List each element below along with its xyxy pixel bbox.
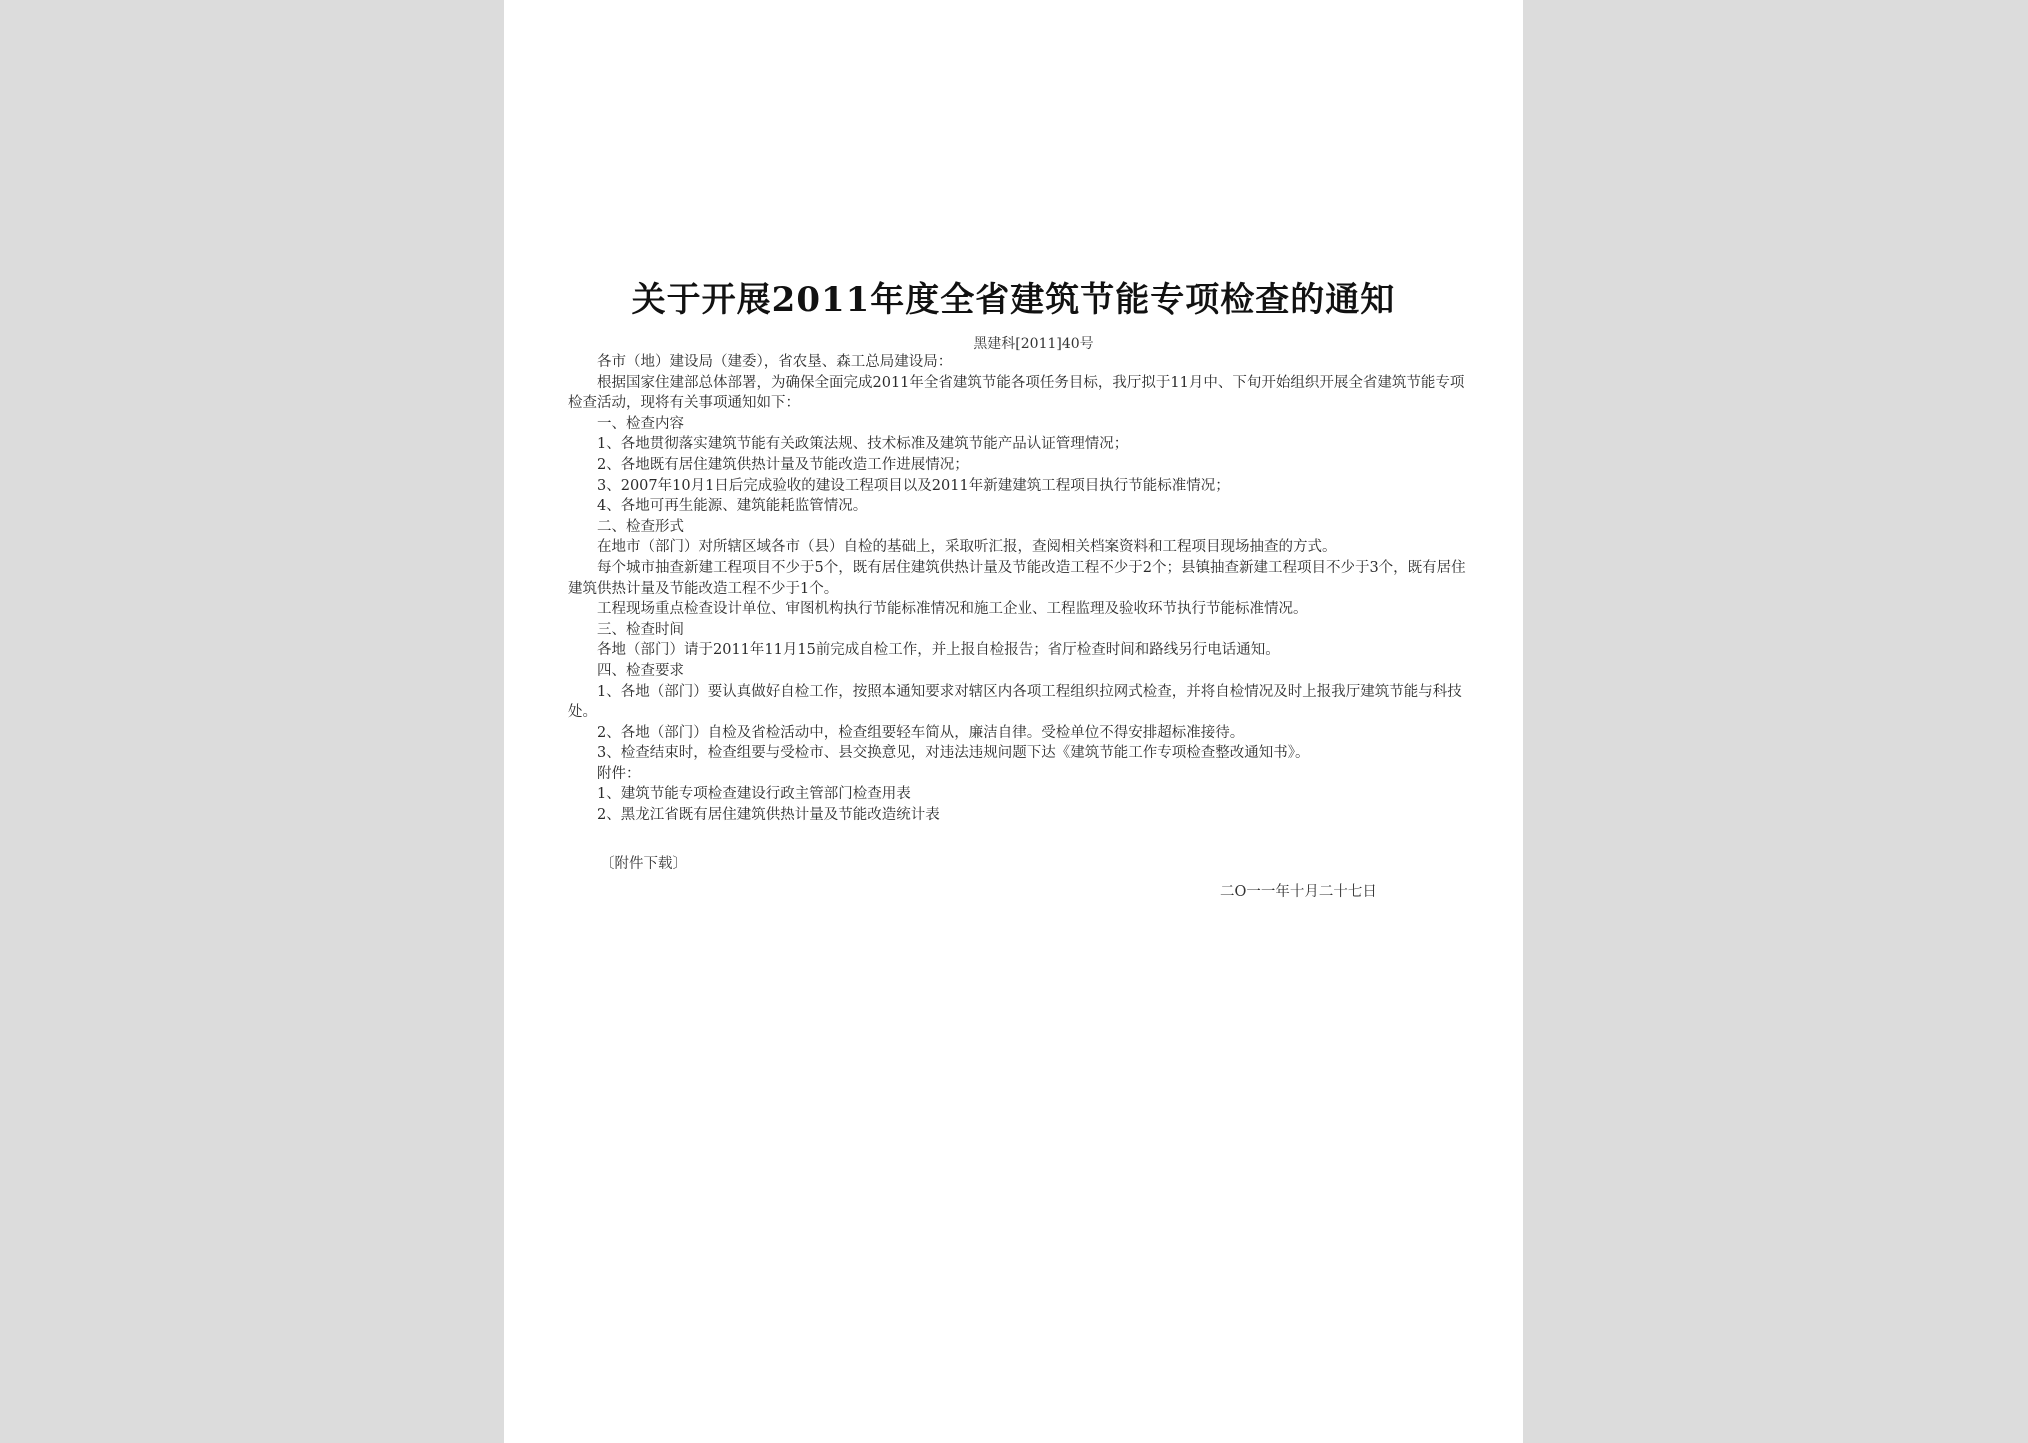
paragraph: 2、各地既有居住建筑供热计量及节能改造工作进展情况； [597,456,969,473]
paragraph: 2、各地（部门）自检及省检活动中，检查组要轻车简从，廉洁自律。受检单位不得安排超标准接待。 [597,724,1245,741]
paragraph-addressee: 各市（地）建设局（建委），省农垦、森工总局建设局： [597,354,953,370]
paragraph: 1、各地贯彻落实建筑节能有关政策法规、技术标准及建筑节能产品认证管理情况； [597,436,1129,453]
paragraph: 每个城市抽查新建工程项目不少于5个，既有居住建筑供热计量及节能改造工程不少于2个；县镇抽查新建工程项目不少于3个，既有居住建筑供热计量及节能改造工程不少于1个。 [568,559,1466,597]
document-page [504,0,1523,1443]
section-heading: 四、检查要求 [597,662,684,679]
section-heading: 二、检查形式 [597,518,684,535]
attachment-download-link[interactable]: 〔附件下载〕 [600,856,687,872]
section-heading: 一、检查内容 [597,415,684,432]
paragraph: 3、2007年10月1日后完成验收的建设工程项目以及2011年新建建筑工程项目执行节能标准情况； [597,477,1230,494]
document-date: 二O一一年十月二十七日 [1220,884,1377,900]
paragraph: 在地市（部门）对所辖区域各市（县）自检的基础上，采取听汇报，查阅相关档案资料和工程项目现场抽查的方式。 [597,539,1337,556]
document-body [568,352,1468,826]
attachments-heading: 附件： [597,765,641,782]
section-heading: 三、检查时间 [597,621,684,638]
document-number: 黑建科[2011]40号 [973,336,1094,352]
paragraph: 4、各地可再生能源、建筑能耗监管情况。 [597,498,868,515]
paragraph: 3、检查结束时，检查组要与受检市、县交换意见，对违法违规问题下达《建筑节能工作专项检查整改通知书》。 [597,745,1310,762]
attachment-item: 1、建筑节能专项检查建设行政主管部门检查用表 [597,786,911,803]
paragraph: 根据国家住建部总体部署，为确保全面完成2011年全省建筑节能各项任务目标，我厅拟于11月中、下旬开始组织开展全省建筑节能专项检查活动，现将有关事项通知如下： [568,374,1465,412]
document-title: 关于开展2011年度全省建筑节能专项检查的通知 [631,280,1396,320]
paragraph: 1、各地（部门）要认真做好自检工作，按照本通知要求对辖区内各项工程组织拉网式检查，并将自检情况及时上报我厅建筑节能与科技处。 [568,683,1462,721]
paragraph: 工程现场重点检查设计单位、审图机构执行节能标准情况和施工企业、工程监理及验收环节执行节能标准情况。 [597,601,1308,618]
paragraph: 各地（部门）请于2011年11月15前完成自检工作，并上报自检报告；省厅检查时间和路线另行电话通知。 [597,642,1280,659]
attachment-item: 2、黑龙江省既有居住建筑供热计量及节能改造统计表 [597,807,940,824]
